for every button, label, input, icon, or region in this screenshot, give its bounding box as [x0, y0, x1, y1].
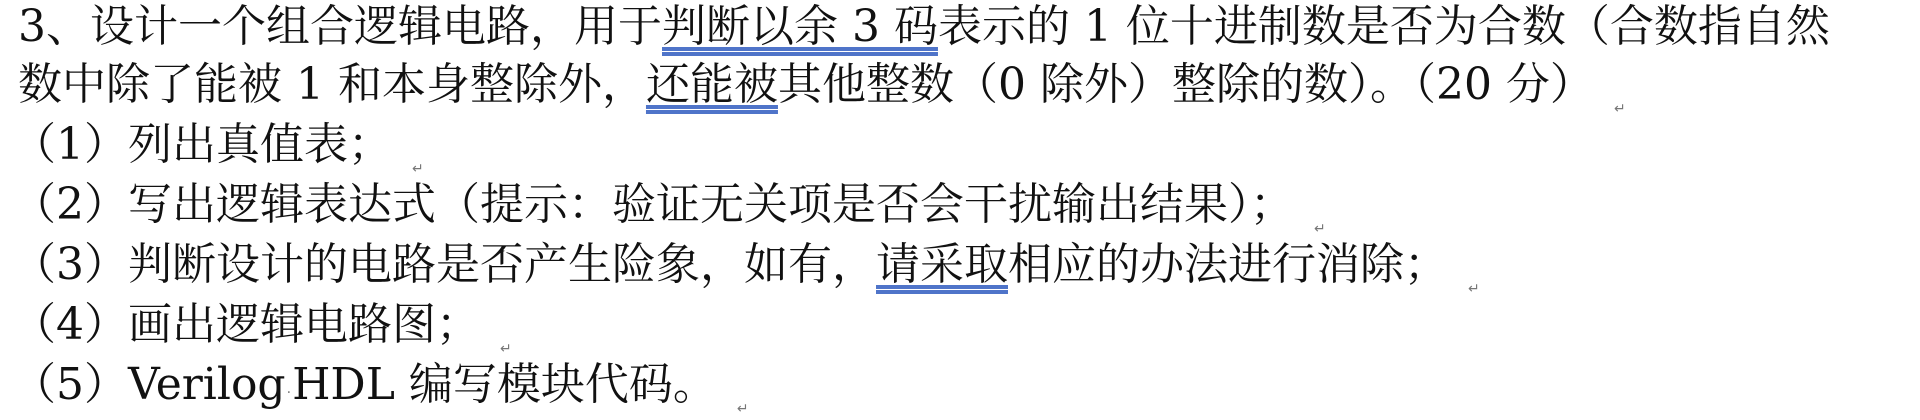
underlined-text: 还能被 — [645, 59, 778, 110]
paragraph-mark-icon: ↵ — [1468, 281, 1480, 297]
underlined-text: 判断以余 3 码 — [662, 1, 938, 52]
sub-question-text: （4）画出逻辑电路图； — [12, 299, 480, 350]
statement-text: 表示的 1 位十进制数是否为合数（合数指自然 — [937, 1, 1830, 52]
statement-text: 3、设计一个组合逻辑电路，用于 — [18, 1, 662, 52]
sub-question-text: （1）列出真值表； — [12, 119, 392, 170]
sub-question-5 — [12, 358, 749, 420]
sub-question-text: （3）判断设计的电路是否产生险象，如有， — [12, 239, 876, 290]
paragraph-mark-icon: ↵ — [1613, 101, 1626, 117]
sub-question-text: （5）Verilog — [12, 359, 286, 410]
sub-question-text: HDL 编写模块代码。 — [292, 359, 717, 410]
statement-text: 数中除了能被 1 和本身整除外， — [18, 59, 646, 110]
sub-question-text: 相应的办法进行消除； — [1008, 239, 1448, 290]
underlined-text: 请采取 — [876, 239, 1008, 290]
statement-text: 其他整数（0 除外）整除的数）。（20 分） — [777, 59, 1594, 110]
problem-statement-line-1 — [18, 0, 1830, 54]
paragraph-mark-icon: ↵ — [412, 161, 424, 177]
space-mark-icon: · — [286, 385, 292, 401]
paragraph-mark-icon: ↵ — [1314, 221, 1326, 237]
paragraph-mark-icon: ↵ — [500, 341, 512, 357]
sub-question-text: （2）写出逻辑表达式（提示：验证无关项是否会干扰输出结果）； — [12, 179, 1294, 230]
paragraph-mark-icon: ↵ — [736, 401, 749, 417]
